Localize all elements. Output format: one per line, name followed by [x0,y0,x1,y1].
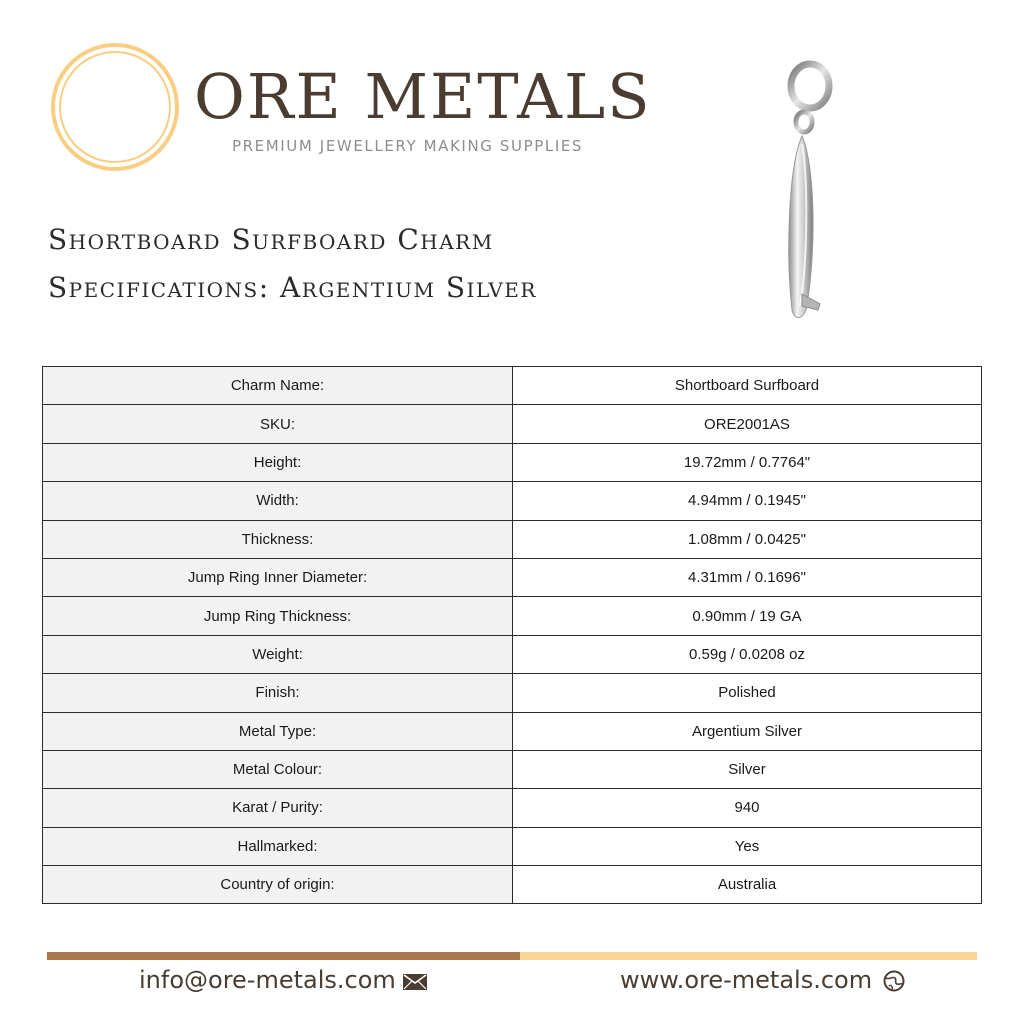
spec-value: Yes [513,827,982,865]
spec-value: Polished [513,674,982,712]
spec-value: Australia [513,866,982,904]
spec-row [43,635,982,673]
spec-label: Weight: [43,635,513,673]
spec-row [43,750,982,788]
spec-label: Charm Name: [43,367,513,405]
footer-email-link[interactable]: info@ore-metals.com [139,966,396,994]
globe-icon [883,970,905,992]
spec-row [43,674,982,712]
spec-label: Thickness: [43,520,513,558]
spec-title: Specifications: Argentium Silver [48,271,537,304]
spec-value: 940 [513,789,982,827]
footer-bar-bronze [47,952,520,960]
envelope-icon [403,974,427,990]
spec-table [42,366,982,904]
spec-value: 19.72mm / 0.7764" [513,443,982,481]
spec-row [43,405,982,443]
spec-value: 4.31mm / 0.1696" [513,558,982,596]
brand-name: ORE METALS [194,60,652,133]
spec-row [43,866,982,904]
spec-label: Karat / Purity: [43,789,513,827]
surfboard-charm-image [772,58,852,322]
spec-label: SKU: [43,405,513,443]
spec-row [43,520,982,558]
spec-row [43,827,982,865]
spec-label: Metal Colour: [43,750,513,788]
spec-row [43,558,982,596]
spec-value: ORE2001AS [513,405,982,443]
spec-value: 0.59g / 0.0208 oz [513,635,982,673]
spec-value: 1.08mm / 0.0425" [513,520,982,558]
spec-value: Silver [513,750,982,788]
spec-row [43,443,982,481]
spec-label: Height: [43,443,513,481]
spec-value: 0.90mm / 19 GA [513,597,982,635]
spec-row [43,482,982,520]
spec-label: Jump Ring Inner Diameter: [43,558,513,596]
product-title: Shortboard Surfboard Charm [48,223,494,256]
footer-website-link[interactable]: www.ore-metals.com [620,966,873,994]
brand-tagline: PREMIUM JEWELLERY MAKING SUPPLIES [232,137,584,155]
spec-label: Width: [43,482,513,520]
spec-label: Metal Type: [43,712,513,750]
footer-bar-gold [520,952,977,960]
spec-value: 4.94mm / 0.1945" [513,482,982,520]
spec-value: Argentium Silver [513,712,982,750]
gold-ring-logo-icon [50,42,180,172]
spec-row [43,712,982,750]
spec-label: Country of origin: [43,866,513,904]
spec-label: Hallmarked: [43,827,513,865]
spec-row [43,789,982,827]
spec-label: Jump Ring Thickness: [43,597,513,635]
spec-row [43,597,982,635]
spec-label: Finish: [43,674,513,712]
spec-value: Shortboard Surfboard [513,367,982,405]
spec-row [43,367,982,405]
